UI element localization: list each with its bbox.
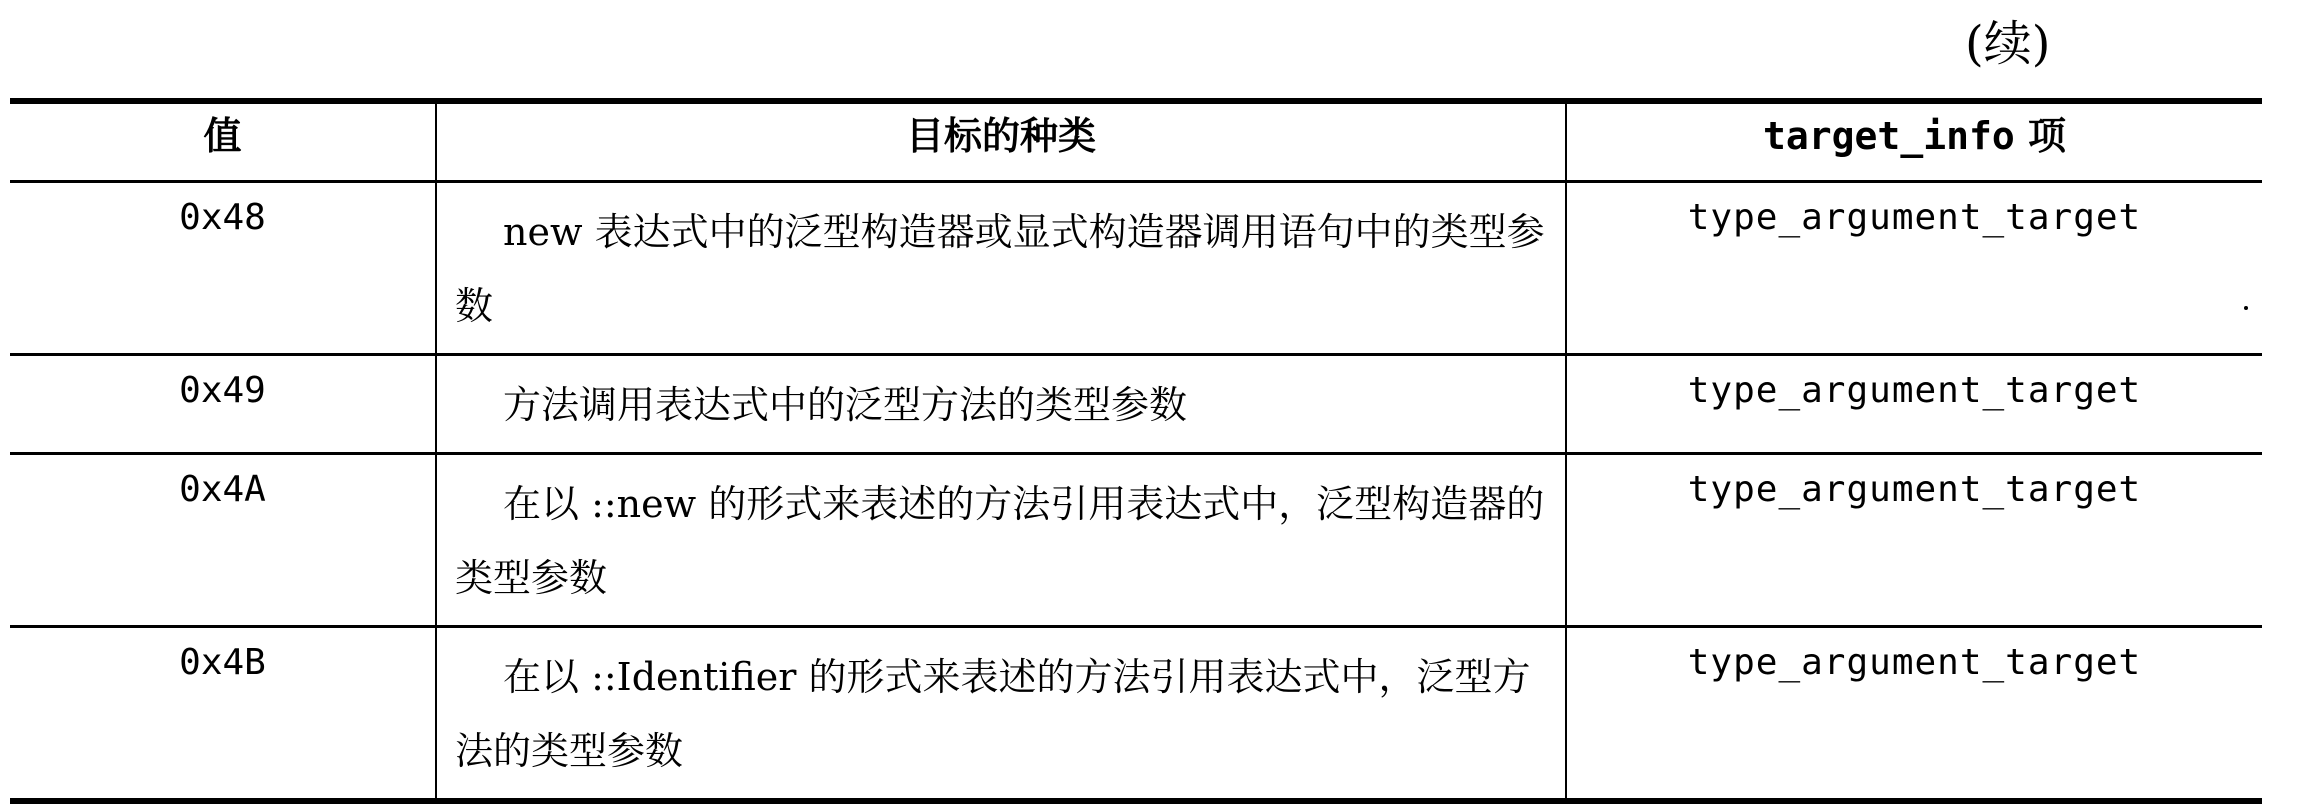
target-type-table (10, 98, 2262, 804)
row-description (436, 453, 1566, 626)
header-target-info (1566, 101, 2262, 181)
header-target-info-suffix: 项 (2014, 113, 2066, 158)
row-description (436, 181, 1566, 354)
row-description-text: 在以 ::new 的形式来表述的方法引用表达式中，泛型构造器的类型参数 (455, 481, 1545, 600)
table-row (10, 626, 2262, 801)
row-description (436, 626, 1566, 801)
row-description (436, 354, 1566, 453)
row-value: 0x4A (10, 453, 436, 626)
table-row (10, 453, 2262, 626)
row-value: 0x49 (10, 354, 436, 453)
table-row (10, 354, 2262, 453)
table-row (10, 181, 2262, 354)
row-description-text: 在以 ::Identifier 的形式来表述的方法引用表达式中，泛型方法的类型参数 (455, 654, 1531, 773)
row-target-info: type_argument_target (1566, 626, 2262, 801)
header-target-info-code: target_info (1763, 114, 2015, 158)
row-description-text: new 表达式中的泛型构造器或显式构造器调用语句中的类型参数 (455, 209, 1545, 328)
header-target-kind: 目标的种类 (436, 101, 1566, 181)
row-target-info: type_argument_target (1566, 181, 2262, 354)
row-value: 0x4B (10, 626, 436, 801)
row-target-info: type_argument_target (1566, 354, 2262, 453)
row-value: 0x48 (10, 181, 436, 354)
table-header-row (10, 101, 2262, 181)
continuation-label: (续) (1965, 16, 2051, 72)
row-target-info: type_argument_target (1566, 453, 2262, 626)
header-value: 值 (10, 101, 436, 181)
row-description-text: 方法调用表达式中的泛型方法的类型参数 (503, 382, 1188, 427)
scan-dot (2244, 306, 2248, 310)
